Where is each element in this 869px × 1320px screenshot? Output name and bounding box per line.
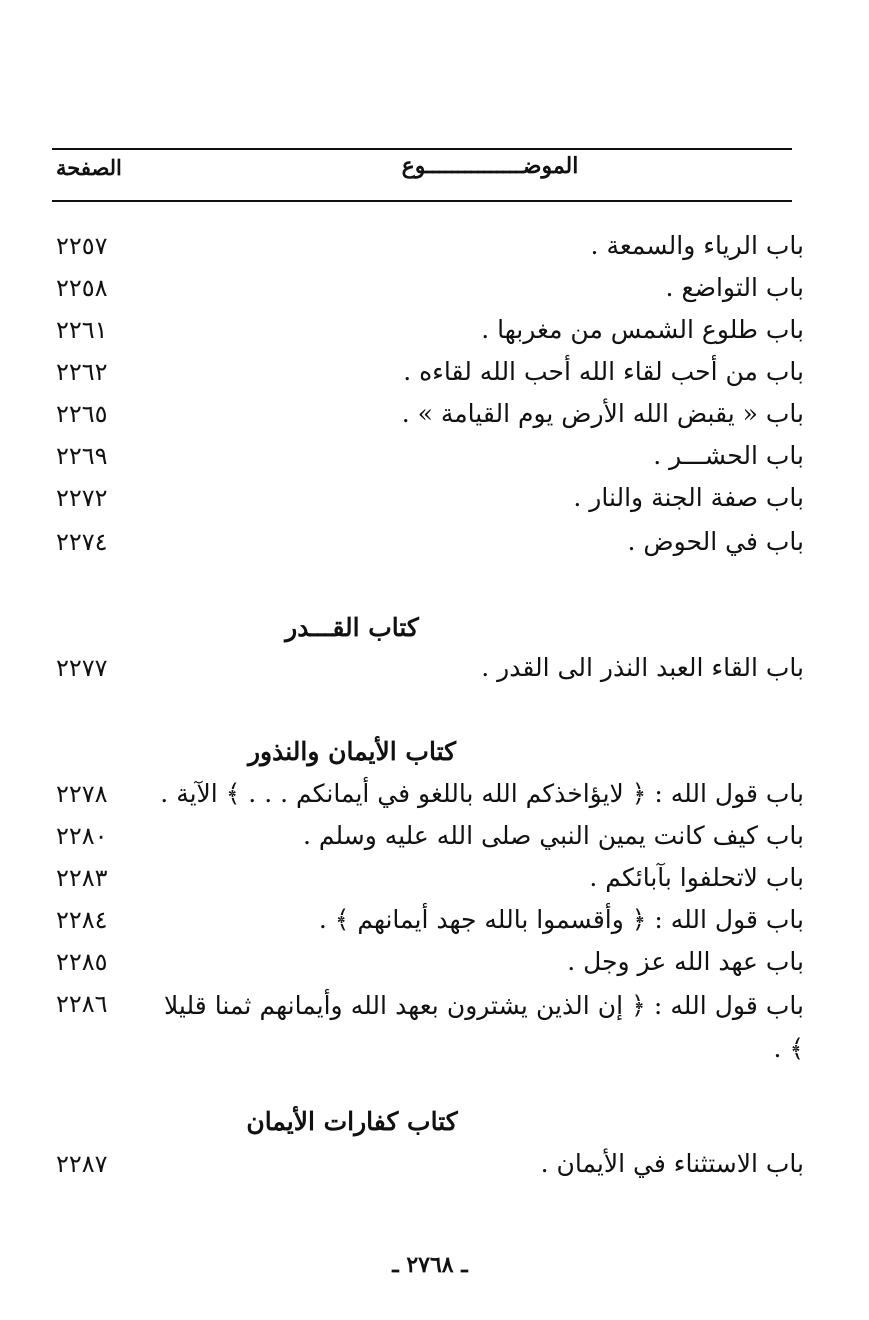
entry-title: باب كيف كانت يمين النبي صلى الله عليه وسلم . <box>302 821 804 850</box>
toc-entry <box>52 648 804 688</box>
section-heading-kaffarat: كتاب كفارات الأيمان <box>246 1107 458 1136</box>
column-header-page: الصفحة <box>56 155 122 180</box>
entry-page: ٢٢٨٦ <box>56 990 108 1018</box>
entry-title: باب الحشـــر . <box>653 441 804 470</box>
toc-entry <box>52 774 804 814</box>
toc-entry <box>52 352 804 392</box>
toc-entry <box>52 900 804 940</box>
entry-title: باب لاتحلفوا بآبائكم . <box>589 863 804 892</box>
entry-page: ٢٢٥٨ <box>56 274 108 302</box>
toc-entry <box>52 816 804 856</box>
header-bottom-rule <box>52 200 792 202</box>
entry-page: ٢٢٧٨ <box>56 780 108 808</box>
column-header-topic: الموضـــــــــــــــوع <box>401 153 579 179</box>
toc-entry <box>52 522 804 562</box>
entry-title: باب قول الله : ﴿ لايؤاخذكم الله باللغو في أيمانكم . . . ﴾ الآية . <box>160 779 804 808</box>
entry-page: ٢٢٥٧ <box>56 232 108 260</box>
entry-title: باب في الحوض . <box>627 527 804 556</box>
toc-entry <box>52 436 804 476</box>
section-heading-aiman: كتاب الأيمان والنذور <box>247 737 457 766</box>
toc-entry <box>52 858 804 898</box>
entry-title: باب صفة الجنة والنار . <box>573 483 804 512</box>
entry-page: ٢٢٧٧ <box>56 654 108 682</box>
entry-title: باب قول الله : ﴿ وأقسموا بالله جهد أيمانهم ﴾ . <box>318 905 804 934</box>
entry-title: باب « يقبض الله الأرض يوم القيامة » . <box>401 399 804 428</box>
entry-title: باب التواضع . <box>665 273 804 302</box>
entry-page: ٢٢٦١ <box>56 316 108 344</box>
entry-page: ٢٢٦٥ <box>56 400 108 428</box>
entry-title: باب قول الله : ﴿ إن الذين يشترون بعهد الله وأيمانهم ثمنا قليلا ﴾ . <box>164 991 804 1063</box>
entry-title: باب طلوع الشمس من مغربها . <box>481 315 804 344</box>
entry-title: باب من أحب لقاء الله أحب الله لقاءه . <box>403 357 804 386</box>
toc-entry <box>52 478 804 518</box>
header-top-rule <box>52 148 792 150</box>
toc-entry <box>52 1144 804 1184</box>
entry-page: ٢٢٨٥ <box>56 948 108 976</box>
entry-title: باب عهد الله عز وجل . <box>567 947 804 976</box>
entry-title: باب الرياء والسمعة . <box>590 231 804 260</box>
entry-title: باب القاء العبد النذر الى القدر . <box>481 653 804 682</box>
entry-page: ٢٢٨٧ <box>56 1150 108 1178</box>
toc-entry <box>52 226 804 266</box>
toc-entry <box>52 942 804 982</box>
entry-page: ٢٢٧٤ <box>56 528 108 556</box>
entry-page: ٢٢٨٣ <box>56 864 108 892</box>
entry-page: ٢٢٨٠ <box>56 822 108 850</box>
entry-page: ٢٢٦٩ <box>56 442 108 470</box>
toc-entry <box>52 394 804 434</box>
entry-page: ٢٢٨٤ <box>56 906 108 934</box>
toc-entry <box>52 984 804 1070</box>
entry-title: باب الاستثناء في الأيمان . <box>540 1149 804 1178</box>
page-number: ـ ٢٧٦٨ ـ <box>392 1252 468 1278</box>
toc-entry <box>52 310 804 350</box>
toc-entry <box>52 268 804 308</box>
entry-page: ٢٢٧٢ <box>56 484 108 512</box>
section-heading-qadar: كتاب القـــدر <box>285 613 419 642</box>
entry-page: ٢٢٦٢ <box>56 358 108 386</box>
